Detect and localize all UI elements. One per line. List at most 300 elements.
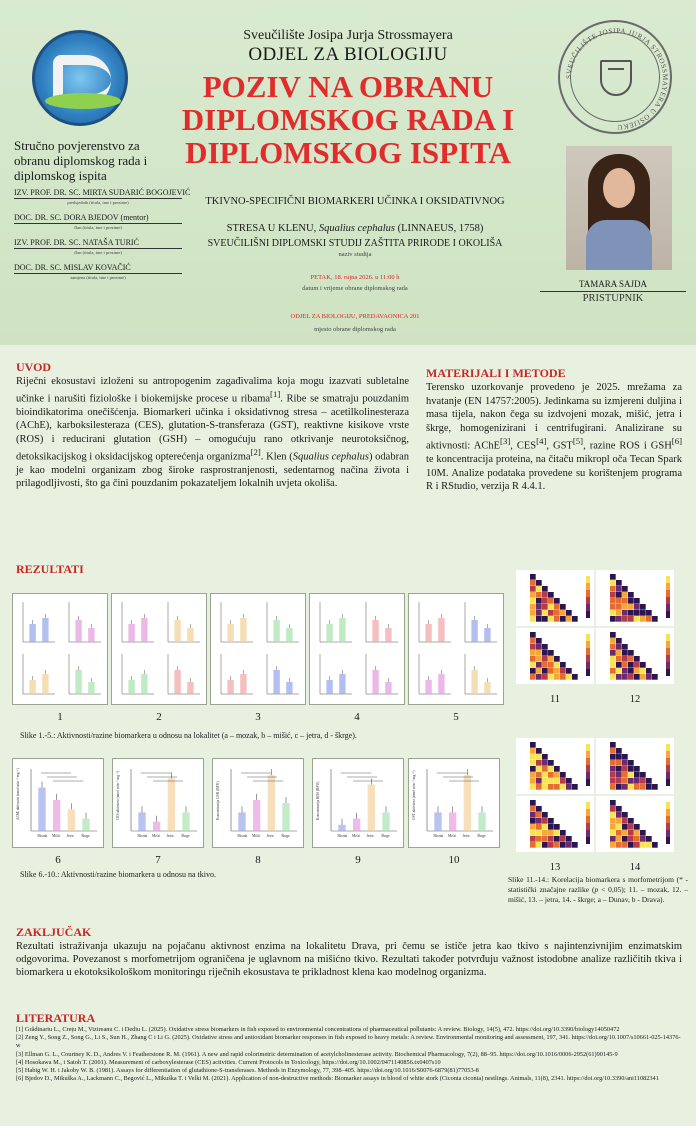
plot-bar bbox=[227, 624, 233, 642]
heatmap-cell bbox=[554, 616, 560, 622]
heatmap-legend-swatch bbox=[586, 779, 590, 786]
section-heading-rezultati: REZULTATI bbox=[16, 562, 84, 576]
heatmap-legend-swatch bbox=[666, 611, 670, 618]
correlation-heatmap bbox=[516, 738, 594, 794]
heatmap-cell bbox=[622, 586, 628, 592]
figure-number: 5 bbox=[453, 711, 459, 723]
heatmap-cell bbox=[572, 784, 578, 790]
heatmap-cell bbox=[548, 604, 554, 610]
plot-bar bbox=[253, 800, 260, 831]
heatmap-cell bbox=[554, 784, 560, 790]
heatmap-cell bbox=[536, 662, 542, 668]
plot-bar bbox=[339, 618, 345, 642]
heatmap-cell bbox=[554, 824, 560, 830]
heatmap-cell bbox=[536, 748, 542, 754]
heatmap-cell bbox=[548, 842, 554, 848]
heatmap-cell bbox=[530, 818, 536, 824]
heatmap-cell bbox=[542, 760, 548, 766]
figure-number: 7 bbox=[155, 854, 161, 866]
plot-bar bbox=[425, 624, 431, 642]
heatmap-cell bbox=[536, 812, 542, 818]
heatmap-cell bbox=[554, 656, 560, 662]
heatmap-cell bbox=[640, 778, 646, 784]
heatmap-cell bbox=[646, 610, 652, 616]
heatmap-legend-swatch bbox=[666, 641, 670, 648]
heatmap-cell bbox=[616, 830, 622, 836]
heatmap-cell bbox=[634, 778, 640, 784]
heatmap-cell bbox=[628, 842, 634, 848]
heatmap-cell bbox=[616, 784, 622, 790]
heatmap-cell bbox=[622, 656, 628, 662]
figure-panel bbox=[12, 593, 108, 705]
heatmap-cell bbox=[530, 604, 536, 610]
heatmap-cell bbox=[548, 598, 554, 604]
heatmap-cell bbox=[628, 656, 634, 662]
plot-bar bbox=[88, 628, 94, 642]
figure-caption-tissue: Slike 6.-10.: Aktivnosti/razine biomarkera u odnosu na tkivo. bbox=[20, 870, 216, 879]
heatmap-cell bbox=[530, 592, 536, 598]
plot-tick-label: Škrge bbox=[81, 834, 90, 838]
figure-number: 6 bbox=[55, 854, 61, 866]
heatmap-cell bbox=[634, 784, 640, 790]
plot-bar bbox=[128, 680, 134, 694]
heatmap-legend-swatch bbox=[666, 816, 670, 823]
heatmap-cell bbox=[610, 766, 616, 772]
heatmap-legend-swatch bbox=[666, 604, 670, 611]
plot-tick-label: Škrge bbox=[181, 834, 190, 838]
plot-tick-label: Jetra bbox=[266, 834, 274, 838]
heatmap-cell bbox=[628, 610, 634, 616]
heatmap-cell bbox=[554, 842, 560, 848]
heatmap-cell bbox=[610, 772, 616, 778]
heatmap-cell bbox=[530, 754, 536, 760]
heatmap-cell bbox=[560, 604, 566, 610]
heatmap-cell bbox=[542, 830, 548, 836]
heatmap-legend-swatch bbox=[666, 765, 670, 772]
heatmap-cell bbox=[530, 616, 536, 622]
heatmap-cell bbox=[616, 638, 622, 644]
heatmap-cell bbox=[628, 760, 634, 766]
plot-bar bbox=[438, 618, 444, 642]
heatmap-cell bbox=[640, 610, 646, 616]
heatmap-cell bbox=[530, 772, 536, 778]
heatmap-cell bbox=[536, 830, 542, 836]
heatmap-cell bbox=[622, 754, 628, 760]
heatmap-cell bbox=[536, 644, 542, 650]
correlation-heatmap bbox=[596, 628, 674, 684]
heatmap-cell bbox=[536, 824, 542, 830]
heatmap-legend-swatch bbox=[666, 744, 670, 751]
plot-bar bbox=[88, 682, 94, 694]
heatmap-cell bbox=[536, 616, 542, 622]
heatmap-cell bbox=[610, 598, 616, 604]
plot-bar bbox=[286, 628, 292, 642]
heatmap-cell bbox=[536, 586, 542, 592]
heatmap-cell bbox=[610, 662, 616, 668]
heatmap-cell bbox=[610, 592, 616, 598]
heatmap-cell bbox=[560, 616, 566, 622]
heatmap-cell bbox=[554, 604, 560, 610]
heatmap-cell bbox=[610, 674, 616, 680]
plot-bar bbox=[484, 628, 490, 642]
figure-number: 8 bbox=[255, 854, 261, 866]
section-zakljucak-text: Rezultati istraživanja ukazuju na pojačanu aktivnost enzima na lokalitetu Drava, pri čemu se ističe jetra kao tkivo s najintenzivnijim enzimatskim odgovorima. Povezanost s morfometrijom ograničena je uglavnom na mišićno tkivo. Rezultati također potvrđuju važnost istodobne analize različitih tkiva i biomarkera u ekotoksikološkom monitoringu riječnih ekosustava te prikladnost klena kao modelnog organizma. bbox=[16, 941, 682, 978]
heatmap-cell bbox=[548, 662, 554, 668]
heatmap-cell bbox=[622, 674, 628, 680]
heatmap-cell bbox=[542, 644, 548, 650]
heatmap-legend-swatch bbox=[666, 758, 670, 765]
heatmap-cell bbox=[652, 674, 658, 680]
heatmap-cell bbox=[530, 784, 536, 790]
heatmap-cell bbox=[652, 616, 658, 622]
heatmap-cell bbox=[616, 592, 622, 598]
heatmap-cell bbox=[530, 766, 536, 772]
heatmap-cell bbox=[628, 650, 634, 656]
heatmap-cell bbox=[566, 610, 572, 616]
plot-bar bbox=[471, 670, 477, 694]
heatmap-cell bbox=[634, 598, 640, 604]
heatmap-legend-swatch bbox=[586, 809, 590, 816]
heatmap-cell bbox=[548, 592, 554, 598]
heatmap-cell bbox=[640, 604, 646, 610]
heatmap-cell bbox=[628, 616, 634, 622]
heatmap-cell bbox=[530, 656, 536, 662]
heatmap-cell bbox=[554, 610, 560, 616]
heatmap-cell bbox=[530, 674, 536, 680]
heatmap-cell bbox=[610, 818, 616, 824]
university-name: Sveučilište Josipa Jurja Strossmayera bbox=[243, 28, 453, 43]
defense-place: ODJEL ZA BIOLOGIJU, PREDAVAONICA 201 bbox=[290, 313, 420, 320]
plot-bar bbox=[273, 620, 279, 642]
heatmap-cell bbox=[652, 784, 658, 790]
defense-date-caption: datum i vrijeme obrane diplomskog rada bbox=[302, 285, 408, 292]
plot-bar bbox=[168, 778, 175, 831]
heatmap-cell bbox=[542, 772, 548, 778]
heatmap-cell bbox=[610, 586, 616, 592]
student-label: PRISTUPNIK bbox=[582, 293, 644, 304]
heatmap-cell bbox=[530, 650, 536, 656]
heatmap-cell bbox=[548, 610, 554, 616]
heatmap-legend-swatch bbox=[586, 648, 590, 655]
heatmap-cell bbox=[610, 824, 616, 830]
plot-tick-label: Škrge bbox=[281, 834, 290, 838]
heatmap-cell bbox=[622, 830, 628, 836]
heatmap-cell bbox=[560, 772, 566, 778]
figure-panel bbox=[12, 758, 104, 848]
heatmap-cell bbox=[622, 644, 628, 650]
plot-tick-label: Mozak bbox=[37, 834, 48, 838]
heatmap-cell bbox=[572, 616, 578, 622]
heatmap-cell bbox=[542, 586, 548, 592]
heatmap-cell bbox=[530, 580, 536, 586]
heatmap-cell bbox=[542, 604, 548, 610]
correlation-heatmap bbox=[596, 796, 674, 852]
heatmap-cell bbox=[640, 842, 646, 848]
heatmap-cell bbox=[634, 604, 640, 610]
plot-bar bbox=[227, 680, 233, 694]
heatmap-legend-swatch bbox=[586, 669, 590, 676]
plot-tick-label: Mozak bbox=[137, 834, 148, 838]
heatmap-cell bbox=[640, 662, 646, 668]
heatmap-cell bbox=[560, 662, 566, 668]
heatmap-legend-swatch bbox=[586, 837, 590, 844]
heatmap-cell bbox=[616, 812, 622, 818]
heatmap-cell bbox=[548, 656, 554, 662]
heatmap-cell bbox=[554, 668, 560, 674]
heatmap-cell bbox=[628, 778, 634, 784]
heatmap-cell bbox=[548, 772, 554, 778]
figure-number: 13 bbox=[549, 862, 561, 873]
committee-member: DOC. DR. SC. MISLAV KOVAČIĆ zamjena (titula, ime i prezime) bbox=[14, 263, 182, 280]
plot-tick-label: Škrge bbox=[477, 834, 486, 838]
heatmap-cell bbox=[542, 842, 548, 848]
heatmap-cell bbox=[622, 598, 628, 604]
heatmap-cell bbox=[610, 644, 616, 650]
plot-tick-label: Mozak bbox=[337, 834, 348, 838]
section-heading-metode: MATERIJALI I METODE bbox=[426, 366, 566, 380]
figure-caption-site: Slike 1.-5.: Aktivnosti/razine biomarkera u odnosu na lokalitet (a – mozak, b – mišić, c – jetra, d - škrge). bbox=[20, 731, 357, 740]
heatmap-cell bbox=[548, 760, 554, 766]
heatmap-cell bbox=[548, 830, 554, 836]
heatmap-cell bbox=[616, 604, 622, 610]
heatmap-cell bbox=[560, 784, 566, 790]
plot-bar bbox=[53, 800, 60, 831]
heatmap-legend-swatch bbox=[586, 590, 590, 597]
heatmap-cell bbox=[536, 842, 542, 848]
heatmap-cell bbox=[634, 656, 640, 662]
plot-bar bbox=[438, 674, 444, 694]
heatmap-cell bbox=[640, 668, 646, 674]
heatmap-cell bbox=[616, 610, 622, 616]
heatmap-cell bbox=[652, 842, 658, 848]
heatmap-legend-swatch bbox=[666, 837, 670, 844]
figure-number: 1 bbox=[57, 711, 63, 723]
heatmap-cell bbox=[646, 778, 652, 784]
plot-bar bbox=[42, 674, 48, 694]
heatmap-cell bbox=[530, 748, 536, 754]
defense-place-caption: mjesto obrane diplomskog rada bbox=[314, 326, 396, 333]
plot-bar bbox=[240, 674, 246, 694]
figure-number: 10 bbox=[448, 854, 460, 866]
heatmap-cell bbox=[628, 824, 634, 830]
plot-bar bbox=[484, 682, 490, 694]
section-heading-literatura: LITERATURA bbox=[16, 1011, 96, 1025]
plot-bar bbox=[29, 680, 35, 694]
heatmap-cell bbox=[616, 836, 622, 842]
heatmap-cell bbox=[616, 754, 622, 760]
heatmap-cell bbox=[536, 610, 542, 616]
heatmap-legend-swatch bbox=[586, 634, 590, 641]
heatmap-cell bbox=[610, 650, 616, 656]
heatmap-cell bbox=[628, 772, 634, 778]
heatmap-cell bbox=[530, 574, 536, 580]
heatmap-cell bbox=[572, 842, 578, 848]
heatmap-cell bbox=[640, 830, 646, 836]
heatmap-cell bbox=[640, 674, 646, 680]
heatmap-cell bbox=[634, 616, 640, 622]
heatmap-cell bbox=[646, 842, 652, 848]
committee-member: IZV. PROF. DR. SC. NATAŠA TURIĆ član (titula, ime i prezime) bbox=[14, 238, 182, 255]
poster-title: POZIV NA OBRANU DIPLOMSKOG RADA I DIPLOMSKOG ISPITA bbox=[181, 69, 515, 170]
heatmap-cell bbox=[554, 830, 560, 836]
plot-axis-label: AChE aktivnost (nmol min⁻¹ mg⁻¹) bbox=[16, 768, 20, 820]
plot-axis-label: Koncentracija ROS (RFU) bbox=[316, 781, 320, 820]
heatmap-cell bbox=[646, 784, 652, 790]
section-uvod-text: Riječni ekosustavi izloženi su antropogenim zagađivalima koja mogu izazvati subletalne učinke i narušiti fiziološke i biokemijske procese u ribama[1]. Ribe se smatraju pouzdanim bioindikatorima onečišćenja. Biomarkeri učinka i oksidativnog stresa – acetilkolinesteraza (AChE), karboksilesteraza (CES), glutation-S-transferaza (GST), reaktivne kisikove vrste (ROS) i reducirani glutation (GSH) – omogućuju rano otkrivanje neurotoksičnog, detoksikacijskog i oksidacijskog opterećenja organizma[2]. Klen (Squalius cephalus) odabran je kao modelni organizam zbog široke rasprostranjenosti, sedentarnog načina života i prilagodljivosti, što ga čini pouzdanim pokazateljem lokalnih uvjeta okoliša. bbox=[16, 376, 410, 490]
heatmap-cell bbox=[536, 784, 542, 790]
divider bbox=[540, 291, 686, 292]
heatmap-cell bbox=[616, 644, 622, 650]
heatmap-legend-swatch bbox=[586, 641, 590, 648]
figure-panel bbox=[408, 758, 500, 848]
heatmap-cell bbox=[566, 784, 572, 790]
figure-panel bbox=[112, 758, 204, 848]
plot-bar bbox=[326, 680, 332, 694]
heatmap-cell bbox=[646, 836, 652, 842]
poster-header bbox=[0, 0, 696, 345]
plot-bar bbox=[425, 680, 431, 694]
heatmap-cell bbox=[622, 778, 628, 784]
plot-bar bbox=[449, 812, 456, 831]
heatmap-cell bbox=[536, 806, 542, 812]
heatmap-cell bbox=[610, 748, 616, 754]
plot-bar bbox=[153, 822, 160, 831]
figure-panel bbox=[312, 758, 404, 848]
correlation-heatmap bbox=[596, 570, 674, 626]
heatmap-cell bbox=[542, 824, 548, 830]
heatmap-cell bbox=[536, 778, 542, 784]
heatmap-cell bbox=[530, 598, 536, 604]
heatmap-legend-swatch bbox=[666, 583, 670, 590]
plot-tick-label: Mišić bbox=[152, 834, 161, 838]
plot-bar bbox=[471, 620, 477, 642]
heatmap-cell bbox=[616, 598, 622, 604]
heatmap-legend-swatch bbox=[586, 830, 590, 837]
heatmap-legend-swatch bbox=[666, 597, 670, 604]
heatmap-cell bbox=[554, 766, 560, 772]
plot-tick-label: Mišić bbox=[448, 834, 457, 838]
heatmap-cell bbox=[536, 598, 542, 604]
heatmap-cell bbox=[610, 610, 616, 616]
plot-bar bbox=[75, 670, 81, 694]
plot-tick-label: Mozak bbox=[433, 834, 444, 838]
plot-tick-label: Mišić bbox=[52, 834, 61, 838]
plot-bar bbox=[382, 812, 389, 831]
heatmap-cell bbox=[622, 668, 628, 674]
heatmap-cell bbox=[548, 650, 554, 656]
plot-bar bbox=[273, 670, 279, 694]
heatmap-cell bbox=[616, 806, 622, 812]
defense-date: PETAK, 18. rujna 2026. u 11:00 h bbox=[310, 274, 400, 281]
heatmap-cell bbox=[530, 610, 536, 616]
heatmap-cell bbox=[548, 818, 554, 824]
plot-tick-label: Mozak bbox=[237, 834, 248, 838]
plot-bar bbox=[464, 775, 471, 831]
heatmap-cell bbox=[628, 592, 634, 598]
plot-bar bbox=[187, 628, 193, 642]
heatmap-cell bbox=[530, 586, 536, 592]
plot-bar bbox=[238, 812, 245, 831]
heatmap-legend-swatch bbox=[666, 669, 670, 676]
thesis-title: TKIVNO-SPECIFIČNI BIOMARKERI UČINKA I OKSIDATIVNOG STRESA U KLENU, Squalius cephalus (LINNAEUS, 1758) bbox=[205, 196, 505, 234]
heatmap-cell bbox=[536, 772, 542, 778]
plot-axis-label: CES aktivnost (nmol min⁻¹ mg⁻¹) bbox=[116, 770, 120, 820]
heatmap-cell bbox=[554, 778, 560, 784]
plot-bar bbox=[385, 682, 391, 694]
plot-bar bbox=[434, 812, 441, 831]
heatmap-cell bbox=[536, 754, 542, 760]
heatmap-cell bbox=[542, 668, 548, 674]
heatmap-cell bbox=[634, 668, 640, 674]
heatmap-cell bbox=[640, 616, 646, 622]
heatmap-cell bbox=[610, 842, 616, 848]
heatmap-cell bbox=[610, 784, 616, 790]
heatmap-cell bbox=[548, 616, 554, 622]
student-name: TAMARA SAJDA bbox=[578, 279, 648, 289]
committee-member: DOC. DR. SC. DORA BJEDOV (mentor) član (titula, ime i prezime) bbox=[14, 213, 182, 230]
heatmap-cell bbox=[628, 604, 634, 610]
heatmap-cell bbox=[548, 674, 554, 680]
heatmap-cell bbox=[646, 668, 652, 674]
heatmap-cell bbox=[622, 766, 628, 772]
heatmap-cell bbox=[560, 610, 566, 616]
department-name: ODJEL ZA BIOLOGIJU bbox=[248, 44, 448, 65]
plot-bar bbox=[368, 785, 375, 832]
heatmap-cell bbox=[548, 766, 554, 772]
heatmap-cell bbox=[628, 598, 634, 604]
heatmap-cell bbox=[530, 830, 536, 836]
heatmap-cell bbox=[622, 836, 628, 842]
heatmap-cell bbox=[530, 638, 536, 644]
plot-bar bbox=[82, 819, 89, 831]
heatmap-cell bbox=[616, 650, 622, 656]
committee-list bbox=[14, 188, 191, 288]
plot-bar bbox=[240, 618, 246, 642]
heatmap-cell bbox=[542, 754, 548, 760]
heatmap-cell bbox=[622, 662, 628, 668]
correlation-heatmap bbox=[516, 628, 594, 684]
heatmap-cell bbox=[530, 836, 536, 842]
heatmap-cell bbox=[610, 574, 616, 580]
correlation-heatmap bbox=[516, 796, 594, 852]
heatmap-cell bbox=[640, 784, 646, 790]
heatmap-cell bbox=[536, 580, 542, 586]
heatmap-cell bbox=[622, 842, 628, 848]
heatmap-cell bbox=[560, 830, 566, 836]
heatmap-cell bbox=[622, 818, 628, 824]
heatmap-cell bbox=[616, 766, 622, 772]
heatmap-cell bbox=[628, 818, 634, 824]
plot-bar bbox=[268, 775, 275, 831]
heatmap-cell bbox=[542, 598, 548, 604]
heatmap-cell bbox=[566, 668, 572, 674]
heatmap-cell bbox=[622, 610, 628, 616]
heatmap-cell bbox=[542, 650, 548, 656]
heatmap-cell bbox=[560, 836, 566, 842]
plot-bar bbox=[128, 624, 134, 642]
heatmap-cell bbox=[548, 824, 554, 830]
heatmap-cell bbox=[616, 842, 622, 848]
heatmap-cell bbox=[622, 812, 628, 818]
heatmap-cell bbox=[616, 616, 622, 622]
figure-number: 12 bbox=[629, 694, 641, 705]
heatmap-cell bbox=[634, 674, 640, 680]
figure-panel bbox=[210, 593, 306, 705]
heatmap-cell bbox=[542, 616, 548, 622]
heatmap-cell bbox=[554, 772, 560, 778]
figure-number: 3 bbox=[255, 711, 261, 723]
heatmap-cell bbox=[566, 778, 572, 784]
